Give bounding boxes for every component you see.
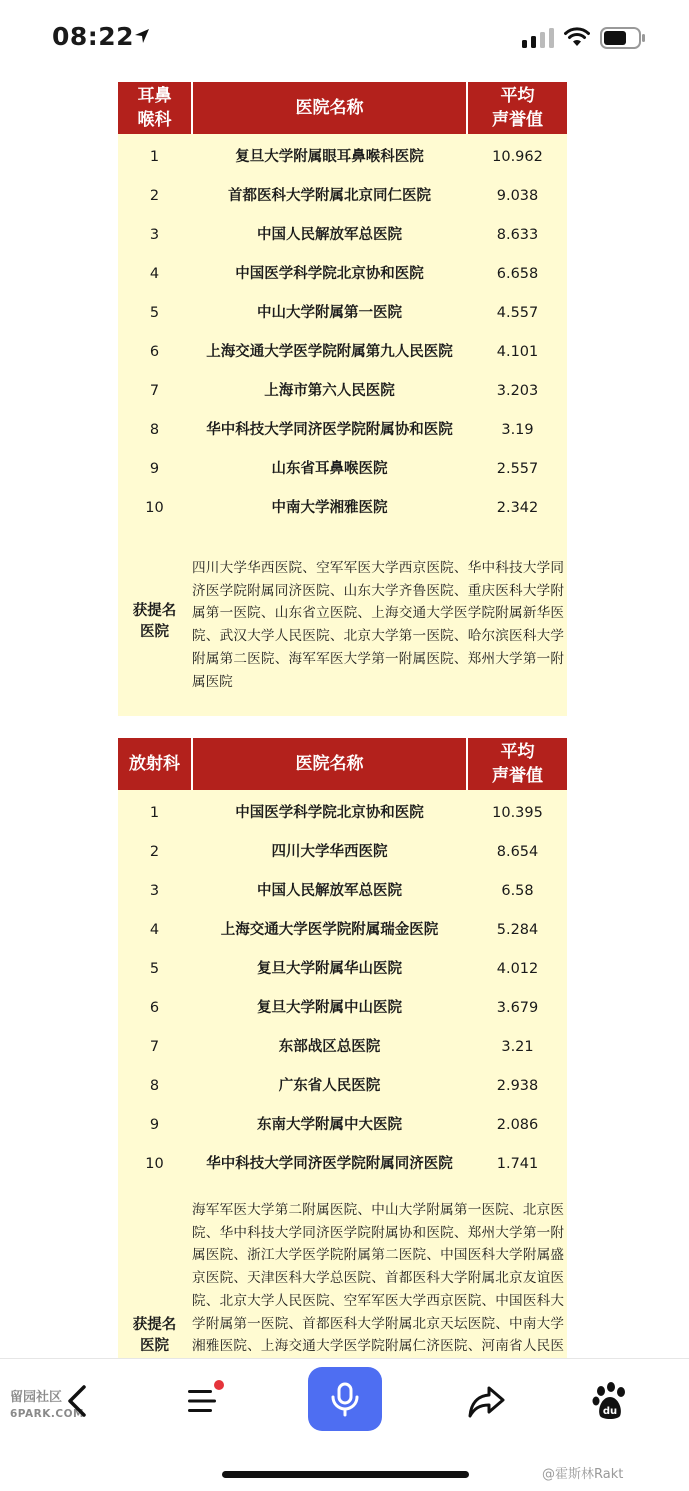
table-header — [118, 82, 567, 134]
rank-cell: 3 — [149, 227, 160, 243]
score-cell: 8.654 — [496, 844, 539, 860]
battery-icon — [600, 27, 646, 49]
score-cell: 4.012 — [496, 961, 539, 977]
table-rows — [118, 790, 567, 1184]
rank-cell: 7 — [149, 1039, 160, 1055]
score-cell: 8.633 — [496, 227, 539, 243]
rank-cell: 2 — [149, 844, 160, 860]
rank-cell: 4 — [149, 266, 160, 282]
hospital-name-cell: 首都医科大学附属北京同仁医院 — [228, 188, 431, 204]
hospital-name-cell: 中山大学附属第一医院 — [257, 305, 402, 321]
table-row — [118, 216, 567, 255]
score-cell: 3.21 — [501, 1039, 534, 1055]
rank-cell: 5 — [149, 305, 160, 321]
table-row — [118, 1145, 567, 1184]
header-average-score: 平均 声誉值 — [492, 742, 543, 786]
hospital-name-cell: 复旦大学附属华山医院 — [257, 961, 402, 977]
hospital-name-cell: 东南大学附属中大医院 — [257, 1117, 402, 1133]
rank-cell: 10 — [145, 1156, 164, 1172]
hospital-name-cell: 华中科技大学同济医学院附属协和医院 — [206, 422, 453, 438]
watermark-6park-line1: 留园社区 — [10, 1390, 63, 1405]
rank-cell: 6 — [149, 1000, 160, 1016]
header-hospital-name: 医院名称 — [191, 738, 468, 790]
rank-cell: 2 — [149, 188, 160, 204]
hospital-name-cell: 上海交通大学医学院附属第九人民医院 — [206, 344, 453, 360]
share-icon[interactable] — [465, 1379, 509, 1423]
voice-search-button[interactable] — [308, 1367, 382, 1431]
score-cell: 2.557 — [496, 461, 539, 477]
watermark-6park-line2: 6PARK.COM — [10, 1408, 84, 1420]
table-row — [118, 255, 567, 294]
header-average-score: 平均 声誉值 — [492, 86, 543, 130]
hospital-name-cell: 东部战区总医院 — [278, 1039, 381, 1055]
rank-cell: 9 — [149, 461, 160, 477]
hospital-name-cell: 中国人民解放军总医院 — [257, 227, 402, 243]
home-indicator[interactable] — [222, 1471, 469, 1478]
hospital-name-cell: 华中科技大学同济医学院附属同济医院 — [206, 1156, 453, 1172]
notification-dot-icon — [214, 1380, 224, 1390]
table-row — [118, 989, 567, 1028]
hospital-name-cell: 上海交通大学医学院附属瑞金医院 — [220, 922, 439, 938]
signal-icon — [522, 28, 554, 48]
rank-cell: 6 — [149, 344, 160, 360]
hospital-name-cell: 中国医学科学院北京协和医院 — [235, 266, 424, 282]
header-specialty: 放射科 — [129, 754, 180, 774]
nominated-hospitals: 四川大学华西医院、空军军医大学西京医院、华中科技大学同济医学院附属同济医院、山东大学齐鲁医院、重庆医科大学附属第一医院、山东省立医院、上海交通大学医学院附属新华医院、武汉大学人民医院、北京大学第一医院、哈尔滨医科大学附属第二医院、海军军医大学第一附属医院、郑州大学第一附属医院 — [192, 560, 564, 690]
table-row — [118, 177, 567, 216]
rank-cell: 8 — [149, 422, 160, 438]
wifi-icon — [564, 27, 590, 47]
table-row — [118, 138, 567, 177]
score-cell: 6.658 — [496, 266, 539, 282]
score-cell: 4.101 — [496, 344, 539, 360]
table-row — [118, 1028, 567, 1067]
rank-cell: 9 — [149, 1117, 160, 1133]
score-cell: 2.086 — [496, 1117, 539, 1133]
rank-cell: 7 — [149, 383, 160, 399]
rank-cell: 1 — [149, 149, 160, 165]
nominated-hospitals: 海军军医大学第二附属医院、中山大学附属第一医院、北京医院、华中科技大学同济医学院附属协和医院、郑州大学第一附属医院、浙江大学医学院附属第二医院、中国医科大学附属盛京医院、天津医科大学总医院、首都医科大学附属北京友谊医院、北京大学人民医院、空军军医大学西京医院、中国医科大学附属第一医院、首都医科大学附属北京天坛医院、中南大学湘雅医院、上海交通大学医学院附属仁济医院、河南省人民医 — [192, 1202, 564, 1355]
baidu-paw-icon[interactable] — [588, 1379, 632, 1423]
score-cell: 10.962 — [492, 149, 543, 165]
score-cell: 10.395 — [492, 805, 543, 821]
nominated-label: 获提名 医院 — [132, 1317, 177, 1354]
rank-cell: 10 — [145, 500, 164, 516]
score-cell: 3.19 — [501, 422, 534, 438]
score-cell: 3.203 — [496, 383, 539, 399]
table-header — [118, 738, 567, 790]
hospital-name-cell: 复旦大学附属中山医院 — [257, 1000, 402, 1016]
table-row — [118, 411, 567, 450]
rank-cell: 5 — [149, 961, 160, 977]
rank-cell: 1 — [149, 805, 160, 821]
score-cell: 1.741 — [496, 1156, 539, 1172]
score-cell: 5.284 — [496, 922, 539, 938]
menu-icon[interactable] — [182, 1379, 226, 1423]
rank-cell: 4 — [149, 922, 160, 938]
table-rows — [118, 134, 567, 528]
table-row — [118, 872, 567, 911]
table-row — [118, 489, 567, 528]
hospital-name-cell: 中国人民解放军总医院 — [257, 883, 402, 899]
location-arrow-icon — [134, 28, 150, 44]
nominated-label: 获提名 医院 — [132, 603, 177, 640]
hospital-name-cell: 四川大学华西医院 — [271, 844, 388, 860]
table-row — [118, 450, 567, 489]
ranking-table-radiology — [118, 738, 567, 1360]
rank-cell: 3 — [149, 883, 160, 899]
score-cell: 2.938 — [496, 1078, 539, 1094]
table-row — [118, 333, 567, 372]
table-row — [118, 833, 567, 872]
svg-text:du: du — [602, 1406, 618, 1417]
hospital-name-cell: 山东省耳鼻喉医院 — [271, 461, 388, 477]
header-specialty: 耳鼻 喉科 — [137, 86, 172, 130]
table-row — [118, 950, 567, 989]
score-cell: 2.342 — [496, 500, 539, 516]
ranking-table-ent — [118, 82, 567, 716]
hospital-name-cell: 中南大学湘雅医院 — [271, 500, 388, 516]
table-row — [118, 1067, 567, 1106]
header-hospital-name: 医院名称 — [191, 82, 468, 134]
microphone-icon — [327, 1381, 363, 1417]
score-cell: 6.58 — [501, 883, 534, 899]
score-cell: 4.557 — [496, 305, 539, 321]
status-time: 08:22 — [52, 22, 135, 51]
table-row — [118, 294, 567, 333]
table-row — [118, 372, 567, 411]
hospital-name-cell: 广东省人民医院 — [278, 1078, 381, 1094]
watermark-weibo-user: @霍斯林Rakt — [542, 1467, 624, 1482]
score-cell: 3.679 — [496, 1000, 539, 1016]
back-icon[interactable] — [56, 1379, 100, 1423]
table-row — [118, 911, 567, 950]
hospital-name-cell: 中国医学科学院北京协和医院 — [235, 805, 424, 821]
score-cell: 9.038 — [496, 188, 539, 204]
rank-cell: 8 — [149, 1078, 160, 1094]
status-bar — [0, 0, 689, 78]
table-row — [118, 1106, 567, 1145]
table-row — [118, 794, 567, 833]
bottom-toolbar — [0, 1358, 689, 1491]
hospital-name-cell: 复旦大学附属眼耳鼻喉科医院 — [235, 149, 424, 165]
hospital-name-cell: 上海市第六人民医院 — [264, 383, 395, 399]
